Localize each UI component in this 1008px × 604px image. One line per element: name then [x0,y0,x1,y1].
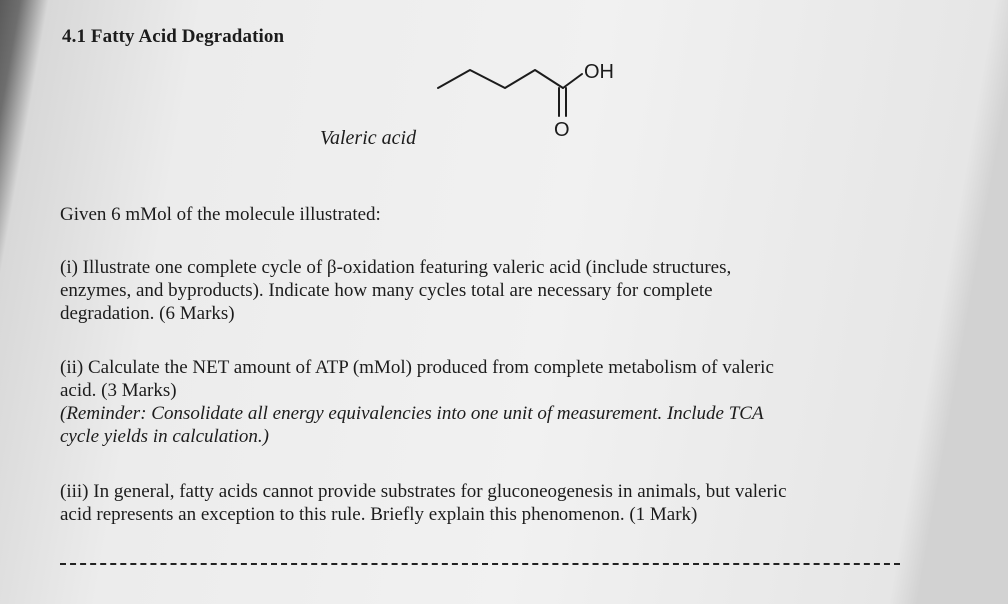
carbon-chain [438,70,563,88]
oxygen-label: O [554,119,570,141]
question-1-line: degradation. (6 Marks) [60,303,235,324]
question-1-line: enzymes, and byproducts). Indicate how many cycles total are necessary for complete [60,280,713,301]
question-1-line: (i) Illustrate one complete cycle of β-oxidation featuring valeric acid (include structures, [60,257,732,278]
question-3-line: (iii) In general, fatty acids cannot provide substrates for gluconeogenesis in animals, but valeric [60,481,787,502]
question-3-line: acid represents an exception to this rule. Briefly explain this phenomenon. (1 Mark) [60,504,698,525]
question-2 [60,356,920,448]
question-3 [60,480,920,526]
question-2-reminder: (Reminder: Consolidate all energy equivalencies into one unit of measurement. Include TCA [60,403,764,424]
given-statement: Given 6 mMol of the molecule illustrated: [60,204,381,225]
question-2-line: acid. (3 Marks) [60,380,177,401]
question-2-line: (ii) Calculate the NET amount of ATP (mMol) produced from complete metabolism of valeric [60,357,774,378]
question-1 [60,256,920,325]
hydroxyl-bond [563,74,582,88]
valeric-acid-structure [430,50,650,150]
molecule-name: Valeric acid [320,127,417,149]
section-heading: 4.1 Fatty Acid Degradation [62,26,285,47]
hydroxyl-label: OH [584,61,614,83]
question-2-reminder: cycle yields in calculation.) [60,426,269,447]
answer-divider [60,563,900,565]
